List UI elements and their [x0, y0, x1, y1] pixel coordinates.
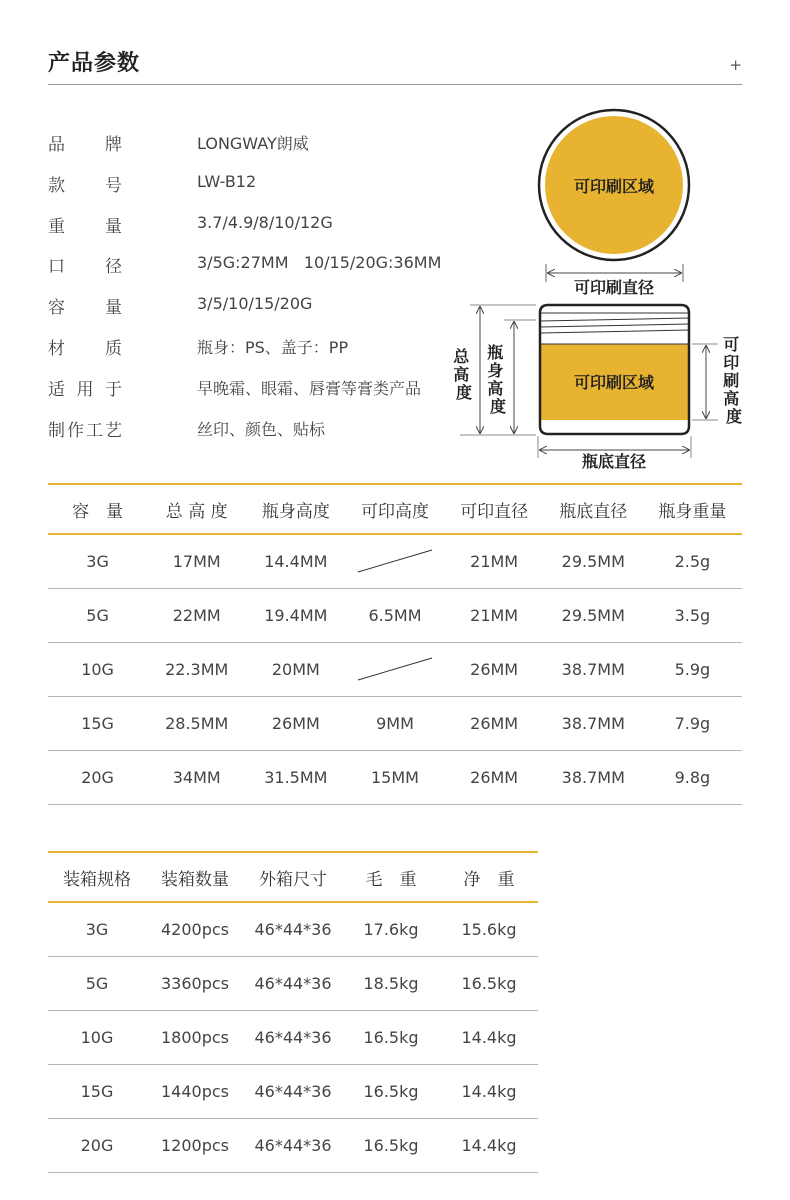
table-cell: 46*44*36 — [244, 902, 342, 956]
spec-label: 重量 — [48, 216, 122, 237]
spec-value: 3/5/10/15/20G — [197, 294, 313, 314]
table-cell: 38.7MM — [544, 750, 643, 804]
spec-label: 容量 — [48, 298, 122, 319]
table-row — [48, 902, 538, 956]
table-cell: 2.5g — [643, 534, 742, 588]
col-header-body-height: 瓶身高度 — [246, 484, 345, 534]
body-height-char-2: 身 — [487, 361, 504, 380]
table-cell: 1200pcs — [146, 1118, 244, 1172]
col-header-capacity: 容 量 — [48, 484, 147, 534]
table-cell: 34MM — [147, 750, 246, 804]
svg-text:瓶 身 高 度 — [487, 343, 509, 416]
table-cell: 16.5kg — [440, 956, 538, 1010]
table-cell: 15G — [48, 696, 147, 750]
col-header-print-diameter: 可印直径 — [445, 484, 544, 534]
table-cell: 14.4kg — [440, 1118, 538, 1172]
col-header-body-weight: 瓶身重量 — [643, 484, 742, 534]
spec-list — [48, 122, 468, 448]
print-diameter-dimension — [546, 264, 683, 297]
col-header-packing-spec: 装箱规格 — [48, 852, 146, 902]
table-cell: 17.6kg — [342, 902, 440, 956]
print-area-side-label: 可印刷区域 — [573, 373, 655, 392]
print-height-char-1: 可 — [723, 335, 740, 354]
table-row — [48, 1010, 538, 1064]
table-cell: 26MM — [445, 642, 544, 696]
table-cell: 1800pcs — [146, 1010, 244, 1064]
table-cell: 16.5kg — [342, 1118, 440, 1172]
base-diameter-label: 瓶底直径 — [581, 452, 647, 471]
spec-row — [48, 367, 468, 408]
body-height-char-4: 度 — [489, 397, 507, 416]
table-cell: 14.4MM — [246, 534, 345, 588]
spec-label: 款号 — [48, 175, 122, 196]
table-row — [48, 642, 742, 696]
print-height-char-3: 刷 — [723, 371, 740, 390]
table-cell: 5G — [48, 588, 147, 642]
table-cell: 38.7MM — [544, 696, 643, 750]
table-row — [48, 956, 538, 1010]
table-cell: 15G — [48, 1064, 146, 1118]
table-cell: 3.5g — [643, 588, 742, 642]
table-cell: 20G — [48, 1118, 146, 1172]
print-height-char-4: 高 — [723, 389, 740, 408]
col-header-print-height: 可印高度 — [345, 484, 444, 534]
table-cell: 3360pcs — [146, 956, 244, 1010]
table-cell: 3G — [48, 534, 147, 588]
spec-value: 早晚霜、眼霜、唇膏等膏类产品 — [197, 378, 422, 398]
table-cell: 6.5MM — [345, 588, 444, 642]
col-header-packing-qty: 装箱数量 — [146, 852, 244, 902]
plus-icon[interactable]: + — [729, 56, 742, 74]
table-row — [48, 696, 742, 750]
svg-text:可 印 刷 高 — [723, 335, 745, 426]
table-cell: 10G — [48, 1010, 146, 1064]
table-cell: 3G — [48, 902, 146, 956]
spec-value: LW-B12 — [197, 171, 257, 191]
table-cell — [345, 534, 444, 588]
table-row — [48, 1118, 538, 1172]
print-height-char-5: 度 — [725, 407, 743, 426]
total-height-char-1: 总 — [453, 347, 470, 366]
table-cell: 28.5MM — [147, 696, 246, 750]
base-diameter-dimension — [538, 436, 691, 471]
table-cell: 38.7MM — [544, 642, 643, 696]
spec-label: 品牌 — [48, 135, 122, 155]
packing-table — [48, 851, 538, 1173]
table-cell: 17MM — [147, 534, 246, 588]
table-cell: 29.5MM — [544, 588, 643, 642]
table-cell: 9.8g — [643, 750, 742, 804]
table-cell: 29.5MM — [544, 534, 643, 588]
table-cell: 26MM — [445, 750, 544, 804]
body-height-dimension — [487, 320, 536, 433]
page-title: 产品参数 — [48, 51, 141, 76]
spec-row — [48, 326, 468, 367]
table-cell: 16.5kg — [342, 1064, 440, 1118]
spec-label: 口径 — [48, 257, 122, 278]
table-cell — [345, 642, 444, 696]
svg-text:总 高 度 — [453, 347, 475, 402]
table-cell: 18.5kg — [342, 956, 440, 1010]
spec-row — [48, 204, 468, 245]
col-header-carton-size: 外箱尺寸 — [244, 852, 342, 902]
table-cell: 22.3MM — [147, 642, 246, 696]
table-cell: 15.6kg — [440, 902, 538, 956]
table-cell: 14.4kg — [440, 1064, 538, 1118]
table-cell: 46*44*36 — [244, 1118, 342, 1172]
spec-row — [48, 163, 468, 204]
table-cell: 7.9g — [643, 696, 742, 750]
body-height-char-3: 高 — [487, 379, 504, 398]
table-cell: 46*44*36 — [244, 956, 342, 1010]
jar-side-view — [540, 305, 689, 434]
table-cell: 9MM — [345, 696, 444, 750]
print-area-label: 可印刷区域 — [573, 177, 655, 196]
table-cell: 16.5kg — [342, 1010, 440, 1064]
packing-table-header — [48, 852, 538, 902]
table-cell: 22MM — [147, 588, 246, 642]
print-height-dimension — [692, 335, 745, 426]
table-cell: 26MM — [445, 696, 544, 750]
spec-table-header — [48, 484, 742, 534]
spec-label: 材质 — [48, 338, 122, 359]
table-cell: 20MM — [246, 642, 345, 696]
table-row — [48, 588, 742, 642]
spec-value: LONGWAY朗威 — [197, 134, 309, 153]
print-height-char-2: 印 — [723, 353, 740, 372]
table-cell: 10G — [48, 642, 147, 696]
jar-top-view — [539, 110, 689, 260]
table-row — [48, 534, 742, 588]
table-cell: 5.9g — [643, 642, 742, 696]
total-height-char-2: 高 — [453, 365, 470, 384]
col-header-total-height: 总 高 度 — [147, 484, 246, 534]
table-cell: 19.4MM — [246, 588, 345, 642]
empty-cell-slash — [356, 547, 434, 575]
page-header — [48, 44, 742, 85]
table-cell: 46*44*36 — [244, 1064, 342, 1118]
jar-dimension-diagram — [440, 100, 750, 480]
col-header-net-weight: 净 重 — [440, 852, 538, 902]
spec-value: 3/5G:27MM 10/15/20G:36MM — [197, 253, 442, 273]
table-row — [48, 750, 742, 804]
table-cell: 20G — [48, 750, 147, 804]
col-header-gross-weight: 毛 重 — [342, 852, 440, 902]
table-cell: 5G — [48, 956, 146, 1010]
table-cell: 21MM — [445, 588, 544, 642]
spec-value: 3.7/4.9/8/10/12G — [197, 212, 333, 232]
table-cell: 31.5MM — [246, 750, 345, 804]
spec-value: 丝印、颜色、贴标 — [197, 419, 326, 439]
spec-row — [48, 122, 468, 163]
table-cell: 15MM — [345, 750, 444, 804]
table-cell: 46*44*36 — [244, 1010, 342, 1064]
spec-row — [48, 285, 468, 326]
table-cell: 21MM — [445, 534, 544, 588]
spec-row — [48, 244, 468, 285]
spec-label: 适用于 — [48, 379, 122, 400]
col-header-base-diameter: 瓶底直径 — [544, 484, 643, 534]
table-cell: 14.4kg — [440, 1010, 538, 1064]
table-cell: 1440pcs — [146, 1064, 244, 1118]
table-cell: 4200pcs — [146, 902, 244, 956]
empty-cell-slash — [356, 655, 434, 683]
spec-label: 制作工艺 — [48, 420, 122, 441]
table-row — [48, 1064, 538, 1118]
print-diameter-label: 可印刷直径 — [573, 278, 655, 297]
table-cell: 26MM — [246, 696, 345, 750]
spec-value: 瓶身：PS、盖子：PP — [197, 337, 349, 357]
total-height-char-3: 度 — [455, 383, 473, 402]
spec-table — [48, 483, 742, 805]
spec-row — [48, 408, 468, 449]
body-height-char-1: 瓶 — [487, 343, 504, 362]
